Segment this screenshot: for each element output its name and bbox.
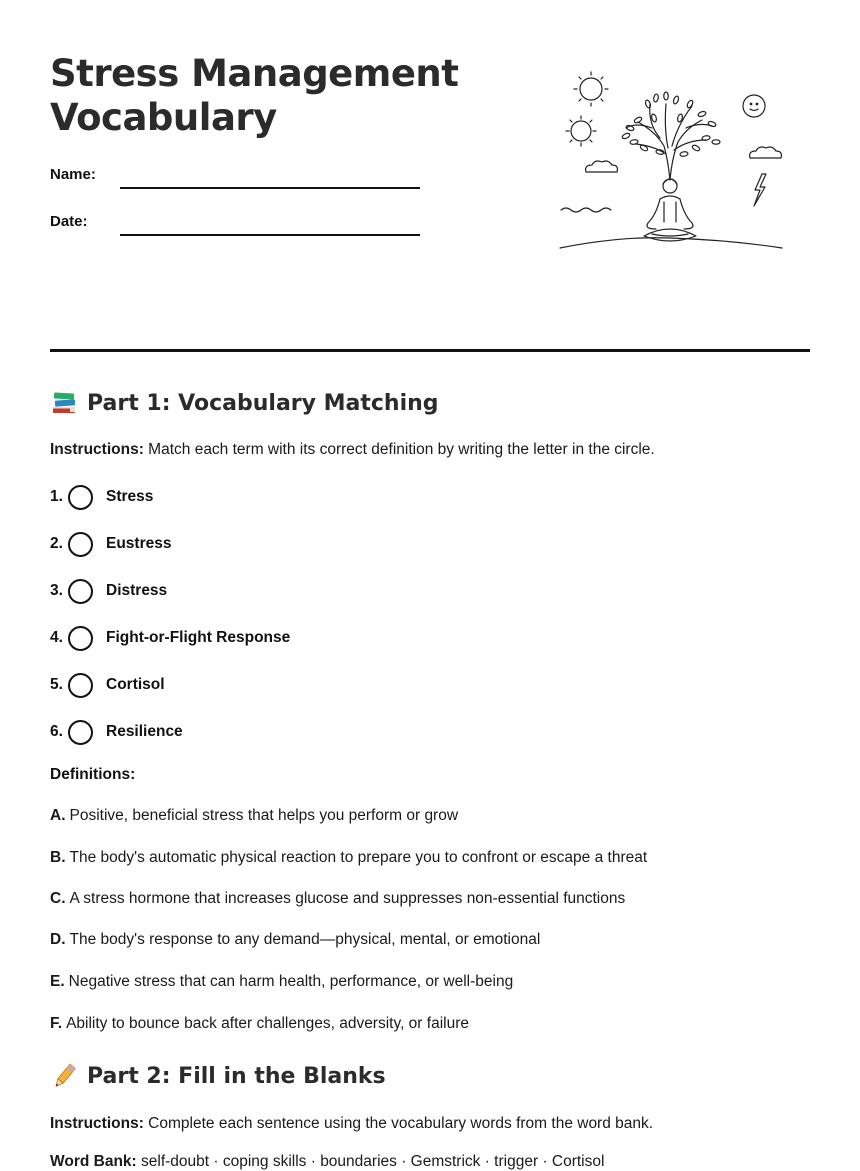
instructions-label: Instructions: [50, 1115, 144, 1132]
answer-circle[interactable] [68, 626, 93, 651]
date-field[interactable] [120, 234, 420, 236]
cloud-icon [586, 161, 618, 172]
match-number: 2. [50, 535, 63, 552]
definition-text: Negative stress that can harm health, performance, or well-being [68, 973, 514, 990]
match-item [50, 625, 290, 651]
title-line-1: Stress Management [50, 52, 459, 95]
sun-small-icon [566, 116, 596, 146]
definition-item [50, 890, 625, 908]
date-label: Date: [50, 213, 88, 230]
match-term: Fight-or-Flight Response [106, 629, 291, 646]
part1-heading [50, 390, 439, 416]
section-divider [50, 349, 810, 352]
smiley-icon [743, 95, 765, 117]
part2-heading [50, 1063, 386, 1089]
definition-letter: A. [50, 807, 66, 824]
definition-item [50, 807, 458, 825]
pencil-icon [50, 1063, 78, 1089]
match-term: Stress [106, 488, 154, 505]
wave-icon [561, 208, 611, 212]
instructions-label: Instructions: [50, 441, 144, 458]
match-term: Resilience [106, 723, 183, 740]
answer-circle[interactable] [68, 673, 93, 698]
match-item [50, 578, 167, 604]
definition-text: A stress hormone that increases glucose and suppresses non-essential functions [69, 890, 626, 907]
match-item [50, 672, 165, 698]
meditation-tree-illustration [556, 68, 786, 254]
word-bank-label: Word Bank: [50, 1153, 137, 1170]
definition-text: The body's automatic physical reaction to prepare you to confront or escape a threat [69, 849, 648, 866]
sun-icon [574, 72, 608, 106]
ground-line [560, 238, 782, 248]
page-title [50, 52, 470, 140]
answer-circle[interactable] [68, 579, 93, 604]
definition-letter: D. [50, 931, 66, 948]
lightning-icon [754, 174, 766, 206]
definition-text: Ability to bounce back after challenges, adversity, or failure [66, 1015, 469, 1032]
part1-title: Part 1: Vocabulary Matching [87, 390, 439, 416]
answer-circle[interactable] [68, 532, 93, 557]
match-item [50, 484, 153, 510]
definitions-heading: Definitions: [50, 766, 136, 783]
name-field[interactable] [120, 187, 420, 189]
answer-circle[interactable] [68, 720, 93, 745]
part2-instructions [50, 1115, 653, 1133]
name-label: Name: [50, 166, 96, 183]
match-item [50, 531, 171, 557]
part2-title: Part 2: Fill in the Blanks [87, 1063, 386, 1089]
match-item [50, 719, 183, 745]
definition-item [50, 931, 540, 949]
definition-letter: F. [50, 1015, 63, 1032]
definition-letter: B. [50, 849, 66, 866]
answer-circle[interactable] [68, 485, 93, 510]
cloud-icon [750, 147, 782, 158]
definition-item [50, 849, 647, 867]
match-number: 1. [50, 488, 63, 505]
match-term: Eustress [106, 535, 172, 552]
word-bank [50, 1153, 604, 1171]
meditating-person-icon [644, 179, 696, 241]
definition-item [50, 1015, 469, 1033]
definition-text: Positive, beneficial stress that helps you perform or grow [69, 807, 459, 824]
instructions-text: Complete each sentence using the vocabulary words from the word bank. [143, 1115, 654, 1132]
match-number: 3. [50, 582, 63, 599]
definition-text: The body's response to any demand—physical, mental, or emotional [69, 931, 541, 948]
word-bank-text: self-doubt · coping skills · boundaries · Gemstrick · trigger · Cortisol [136, 1153, 605, 1170]
instructions-text: Match each term with its correct definition by writing the letter in the circle. [143, 441, 655, 458]
match-term: Cortisol [106, 676, 165, 693]
match-number: 4. [50, 629, 63, 646]
match-number: 6. [50, 723, 63, 740]
definition-item [50, 973, 513, 991]
part1-instructions [50, 441, 655, 459]
definition-letter: E. [50, 973, 65, 990]
match-number: 5. [50, 676, 63, 693]
books-icon [50, 390, 78, 416]
match-term: Distress [106, 582, 168, 599]
title-line-2: Vocabulary [50, 96, 277, 139]
tree-icon [621, 92, 720, 180]
definition-letter: C. [50, 890, 66, 907]
